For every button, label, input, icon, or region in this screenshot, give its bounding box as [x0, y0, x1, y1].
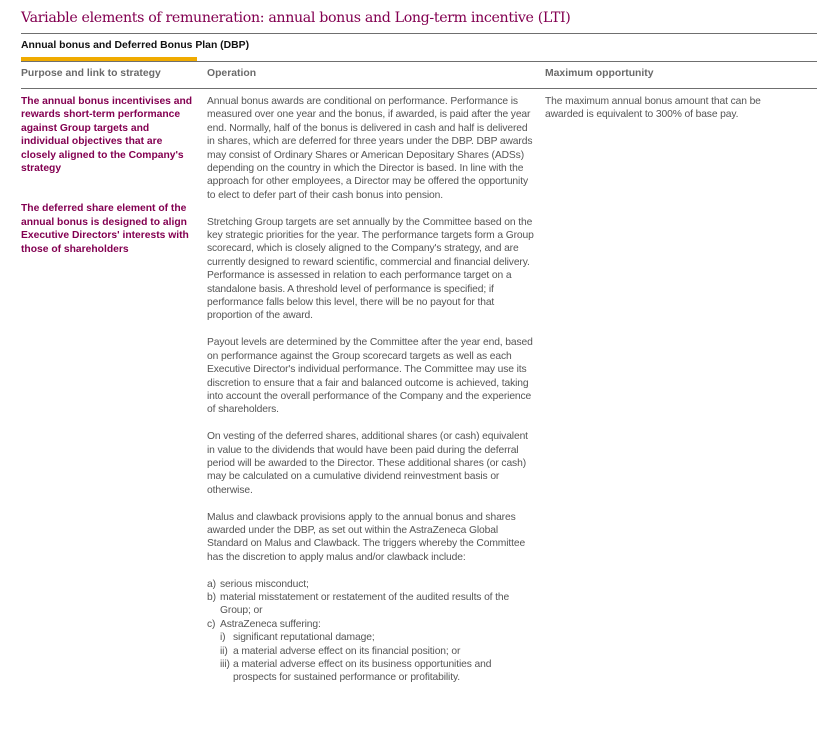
- operation-paragraph: Malus and clawback provisions apply to the annual bonus and shares awarded under the DBP, as set out within the AstraZeneca Global Standard on Malus and Clawback. The triggers whereby the Committee has the discretion to apply malus and/or clawback include:: [207, 511, 526, 563]
- list-marker: c): [207, 618, 216, 630]
- section-divider: [21, 61, 817, 62]
- title-divider: [21, 33, 817, 34]
- operation-paragraph: Stretching Group targets are set annually by the Committee based on the key strategic priorities for the year. The performance targets form a Group scorecard, which is closely aligned to the Company's strategy, and are currently designed to reward scientific, commercial and financial delivery. Performance is assessed in relation to each performance target on a standalone basis. A threshold level of performance is specified; if performance falls below this level, there will be no payout for that proportion of the award.: [207, 216, 534, 322]
- operation-paragraph: Annual bonus awards are conditional on performance. Performance is measured over one year and the bonus, if awarded, is paid after the year end. Normally, half of the bonus is delivered in cash and half is delivered in shares, which are deferred for three years under the DBP. DBP awards may consist of Ordinary Shares or American Depositary Shares (ADSs) depending on the country in which the Director is based. In line with the approach for other employees, a Director may be offered the opportunity to elect to defer part of their cash bonus into pension.: [207, 96, 533, 201]
- section-title: Annual bonus and Deferred Bonus Plan (DBP): [21, 40, 250, 51]
- sub-list-item: [220, 645, 537, 658]
- list-marker: i): [220, 632, 226, 644]
- list-marker: ii): [220, 645, 228, 657]
- list-item-text: AstraZeneca suffering:: [220, 618, 321, 630]
- sub-list: [220, 631, 537, 685]
- list-item-text: a material adverse effect on its financial position; or: [233, 645, 461, 657]
- maximum-opportunity-column: [545, 95, 785, 122]
- section-accent-bar: [21, 57, 197, 61]
- operation-column: [207, 95, 537, 685]
- list-marker: b): [207, 591, 216, 603]
- operation-paragraph: Payout levels are determined by the Committee after the year end, based on performance against the Group scorecard targets as well as each Executive Director's individual performance. The Committee may use its discretion to ensure that a fair and balanced outcome is achieved, taking into account the overall performance of the Company and the experience of shareholders.: [207, 337, 533, 416]
- sub-list-item: [220, 631, 537, 644]
- purpose-paragraph: The deferred share element of the annual bonus is designed to align Executive Directors' interests with those of shareholders: [21, 203, 189, 255]
- list-item-text: a material adverse effect on its business opportunities and prospects for sustained performance or profitability.: [233, 658, 492, 684]
- purpose-paragraph: The annual bonus incentivises and rewards short-term performance against Group targets and individual objectives that are closely aligned to the Company's strategy: [21, 96, 193, 175]
- sub-list-item: [220, 658, 537, 685]
- malus-triggers-list: [207, 578, 537, 685]
- list-item: [207, 591, 537, 618]
- column-header-maximum-opportunity: Maximum opportunity: [545, 68, 654, 79]
- header-divider: [21, 88, 817, 89]
- list-item-text: serious misconduct;: [220, 578, 309, 590]
- list-marker: iii): [220, 658, 230, 670]
- column-header-operation: Operation: [207, 68, 257, 79]
- list-marker: a): [207, 578, 216, 590]
- list-item: [207, 578, 537, 591]
- page-title: Variable elements of remuneration: annual bonus and Long-term incentive (LTI): [21, 10, 571, 26]
- list-item-text: significant reputational damage;: [233, 632, 375, 644]
- purpose-column: [21, 95, 193, 283]
- operation-paragraph: On vesting of the deferred shares, additional shares (or cash) equivalent in value to the dividends that would have been paid during the deferral period will be awarded to the Director. These additional shares (or cash) may be calculated on a cumulative dividend reinvestment basis or otherwise.: [207, 431, 528, 496]
- maximum-opportunity-text: The maximum annual bonus amount that can be awarded is equivalent to 300% of base pay.: [545, 96, 761, 121]
- list-item: [207, 618, 537, 685]
- column-header-purpose: Purpose and link to strategy: [21, 68, 161, 79]
- list-item-text: material misstatement or restatement of the audited results of the Group; or: [220, 591, 510, 617]
